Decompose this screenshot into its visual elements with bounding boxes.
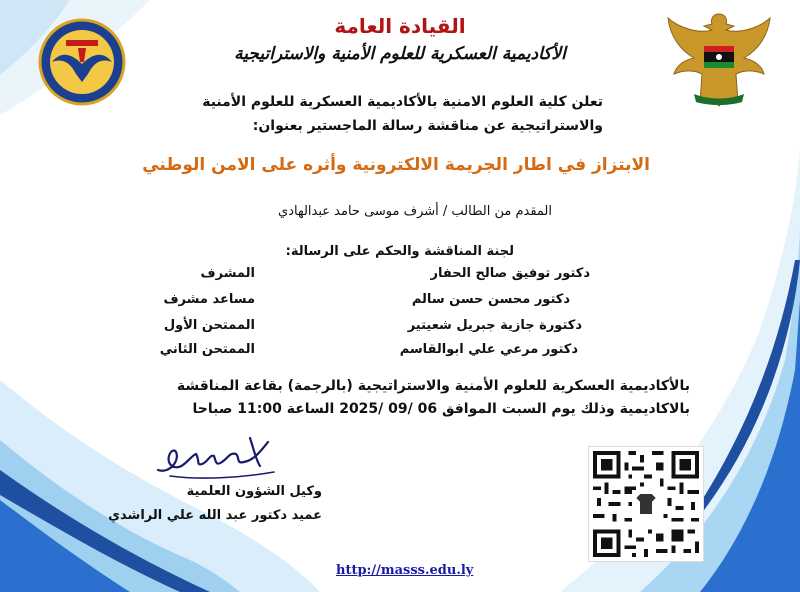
committee-member-role: مساعد مشرف <box>163 292 255 307</box>
intro-line-1: تعلن كلية العلوم الامنية بالأكاديمية العسكرية للعلوم الأمنية <box>202 94 603 110</box>
signature-name: عميد دكتور عبد الله علي الراشدي <box>108 508 322 523</box>
committee-member-role: الممتحن الأول <box>163 318 255 333</box>
eagle-emblem-logo <box>664 6 774 116</box>
committee-member-name: دكتورة جازية جبريل شعيتير <box>407 318 582 333</box>
committee-heading: لجنة المناقشة والحكم على الرسالة: <box>285 244 514 259</box>
student-line: المقدم من الطالب / أشرف موسى حامد عبدالهادي <box>278 204 552 219</box>
committee-member-name: دكتور مرعي علي ابوالقاسم <box>399 342 578 357</box>
header-title: القيادة العامة <box>334 14 466 38</box>
signature-title: وكيل الشؤون العلمية <box>186 484 322 499</box>
venue-line-2: بالاكاديمية وذلك يوم السبت الموافق 06 /09 /2025 الساعة 11:00 صباحا <box>192 401 690 417</box>
thesis-title: الابتزاز في اطار الجريمة الالكترونية وأثره على الامن الوطني <box>142 155 650 175</box>
handwritten-signature <box>150 430 280 482</box>
committee-member-name: دكتور توفيق صالح الحفار <box>430 266 590 281</box>
committee-member-name: دكتور محسن حسن سالم <box>411 292 570 307</box>
qr-code[interactable] <box>588 446 704 562</box>
committee-member-role: الممتحن الثاني <box>159 342 255 357</box>
intro-line-2: والاستراتيجية عن مناقشة رسالة الماجستير بعنوان: <box>252 118 603 134</box>
venue-line-1: بالأكاديمية العسكرية للعلوم الأمنية والاستراتيجية (بالرجمة) بقاعة المناقشة <box>176 378 690 394</box>
header-subtitle: الأكاديمية العسكرية للعلوم الأمنية والاستراتيجية <box>234 44 566 64</box>
committee-member-role: المشرف <box>200 266 255 281</box>
website-link[interactable]: http://masss.edu.ly <box>336 563 474 578</box>
academy-emblem-logo <box>38 18 126 106</box>
